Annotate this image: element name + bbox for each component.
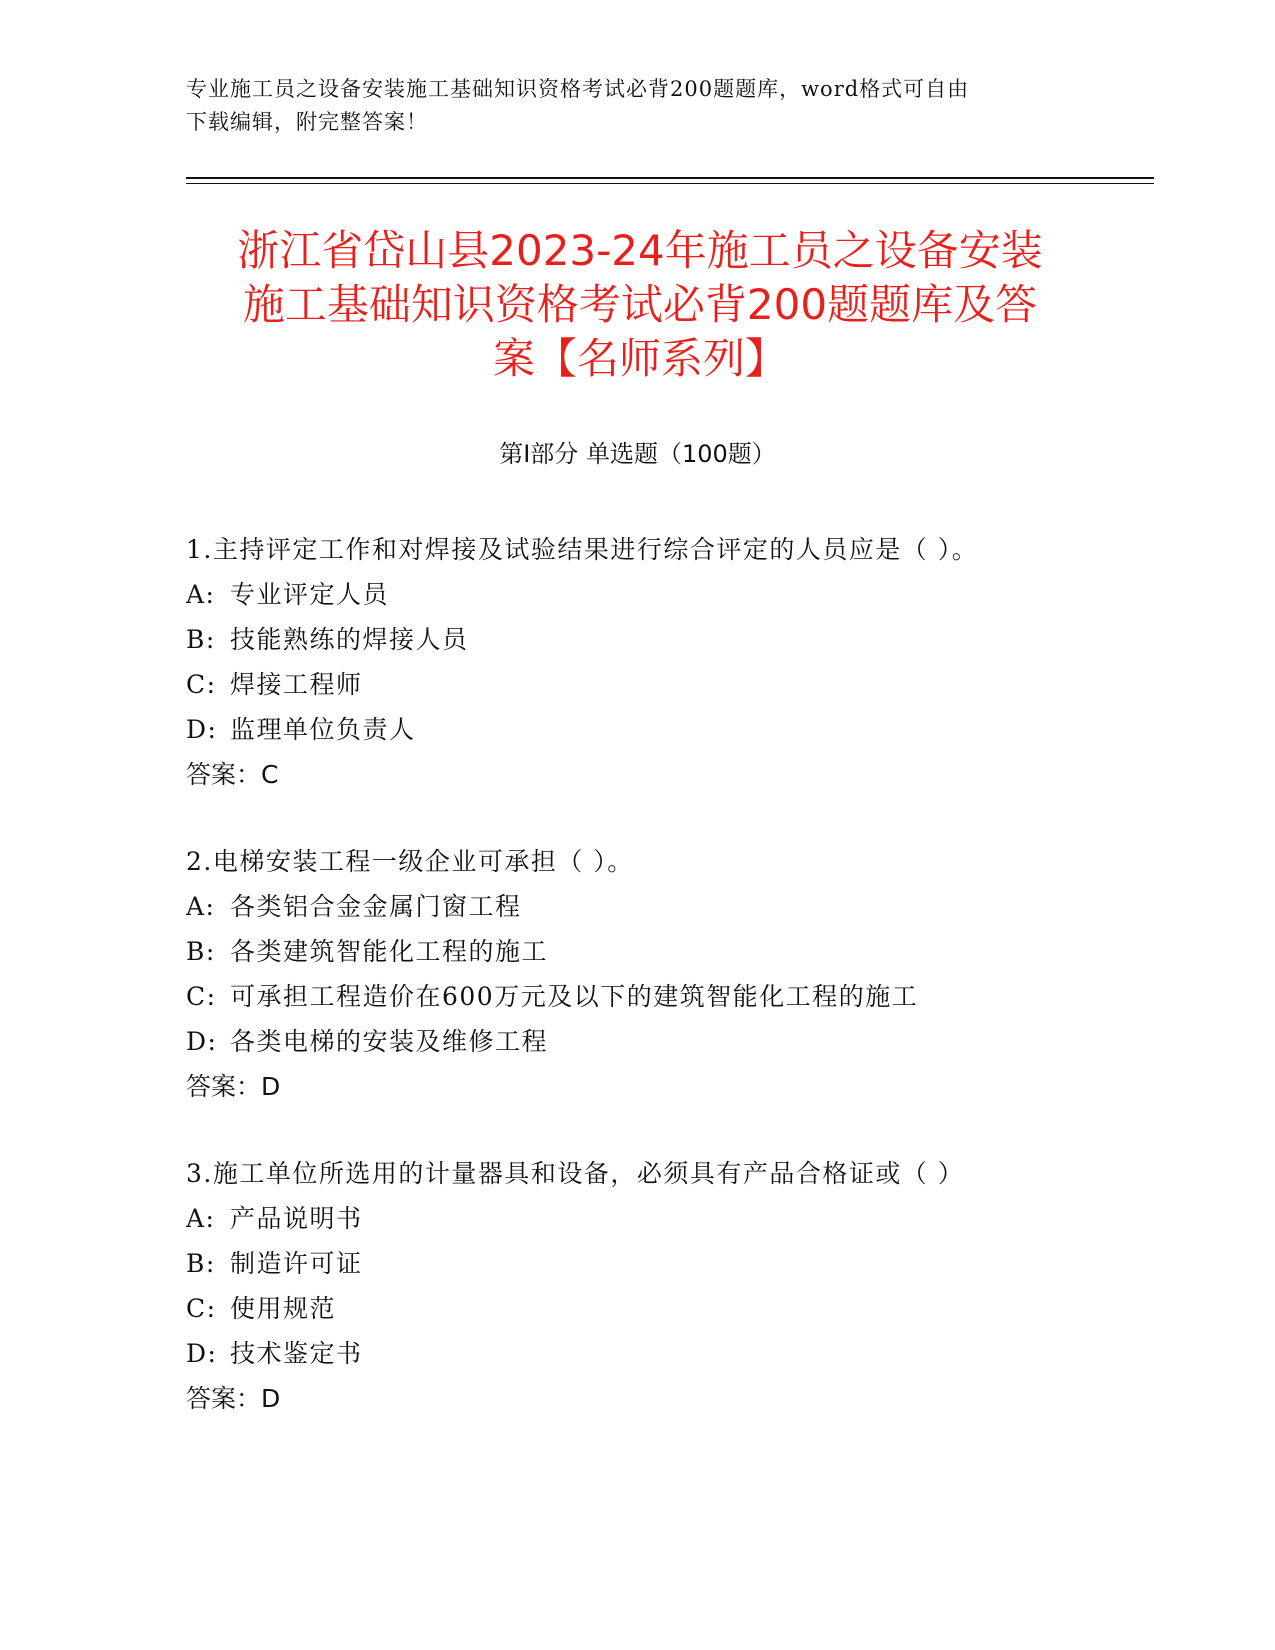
option-text: 各类电梯的安装及维修工程	[230, 1027, 549, 1056]
option-text: 使用规范	[230, 1294, 337, 1323]
option-letter: C:	[186, 1294, 217, 1323]
answer-line: 答案：D	[186, 1072, 281, 1101]
option-b	[186, 617, 1146, 662]
question-list	[186, 527, 1146, 1463]
question-item	[186, 1151, 1146, 1421]
option-a	[186, 1196, 1146, 1241]
question-stem: 2.电梯安装工程一级企业可承担（ ）。	[186, 847, 634, 876]
option-letter: D:	[186, 1027, 218, 1056]
option-letter: D:	[186, 715, 218, 744]
question-stem: 3.施工单位所选用的计量器具和设备，必须具有产品合格证或（ ）	[186, 1159, 965, 1188]
option-c	[186, 974, 1146, 1019]
question-item	[186, 527, 1146, 797]
document-title-line-2: 施工基础知识资格考试必背200题题库及答	[242, 280, 1038, 329]
option-text: 技能熟练的焊接人员	[230, 625, 469, 654]
option-letter: D:	[186, 1339, 218, 1368]
option-d	[186, 707, 1146, 752]
document-title-line-3: 案【名师系列】	[492, 334, 787, 383]
header-rule-thick	[186, 177, 1154, 179]
option-letter: C:	[186, 670, 217, 699]
option-c	[186, 1286, 1146, 1331]
option-text: 各类建筑智能化工程的施工	[230, 937, 549, 966]
option-d	[186, 1019, 1146, 1064]
option-text: 制造许可证	[230, 1249, 363, 1278]
option-letter: A:	[186, 892, 216, 921]
answer-line: 答案：D	[186, 1384, 281, 1413]
option-d	[186, 1331, 1146, 1376]
option-letter: B:	[186, 625, 216, 654]
header-note	[186, 73, 1066, 139]
option-text: 产品说明书	[230, 1204, 363, 1233]
option-text: 可承担工程造价在600万元及以下的建筑智能化工程的施工	[230, 982, 919, 1011]
header-note-line-1: 专业施工员之设备安装施工基础知识资格考试必背200题题库，word格式可自由	[186, 77, 970, 101]
document-title	[160, 224, 1120, 386]
section-heading: 第Ⅰ部分 单选题（100题）	[499, 440, 776, 468]
option-text: 焊接工程师	[230, 670, 363, 699]
document-title-line-1: 浙江省岱山县2023-24年施工员之设备安装	[237, 226, 1043, 275]
option-text: 监理单位负责人	[230, 715, 416, 744]
option-a	[186, 572, 1146, 617]
header-rule-thin	[186, 183, 1154, 184]
option-letter: C:	[186, 982, 217, 1011]
option-letter: A:	[186, 1204, 216, 1233]
option-c	[186, 662, 1146, 707]
answer-line: 答案：C	[186, 760, 279, 789]
header-note-line-2: 下载编辑，附完整答案！	[186, 110, 428, 134]
option-text: 技术鉴定书	[230, 1339, 363, 1368]
option-letter: B:	[186, 937, 216, 966]
option-b	[186, 929, 1146, 974]
option-text: 专业评定人员	[230, 580, 390, 609]
option-a	[186, 884, 1146, 929]
question-item	[186, 839, 1146, 1109]
question-stem: 1.主持评定工作和对焊接及试验结果进行综合评定的人员应是（ ）。	[186, 535, 979, 564]
option-letter: A:	[186, 580, 216, 609]
option-text: 各类铝合金金属门窗工程	[230, 892, 522, 921]
option-b	[186, 1241, 1146, 1286]
option-letter: B:	[186, 1249, 216, 1278]
